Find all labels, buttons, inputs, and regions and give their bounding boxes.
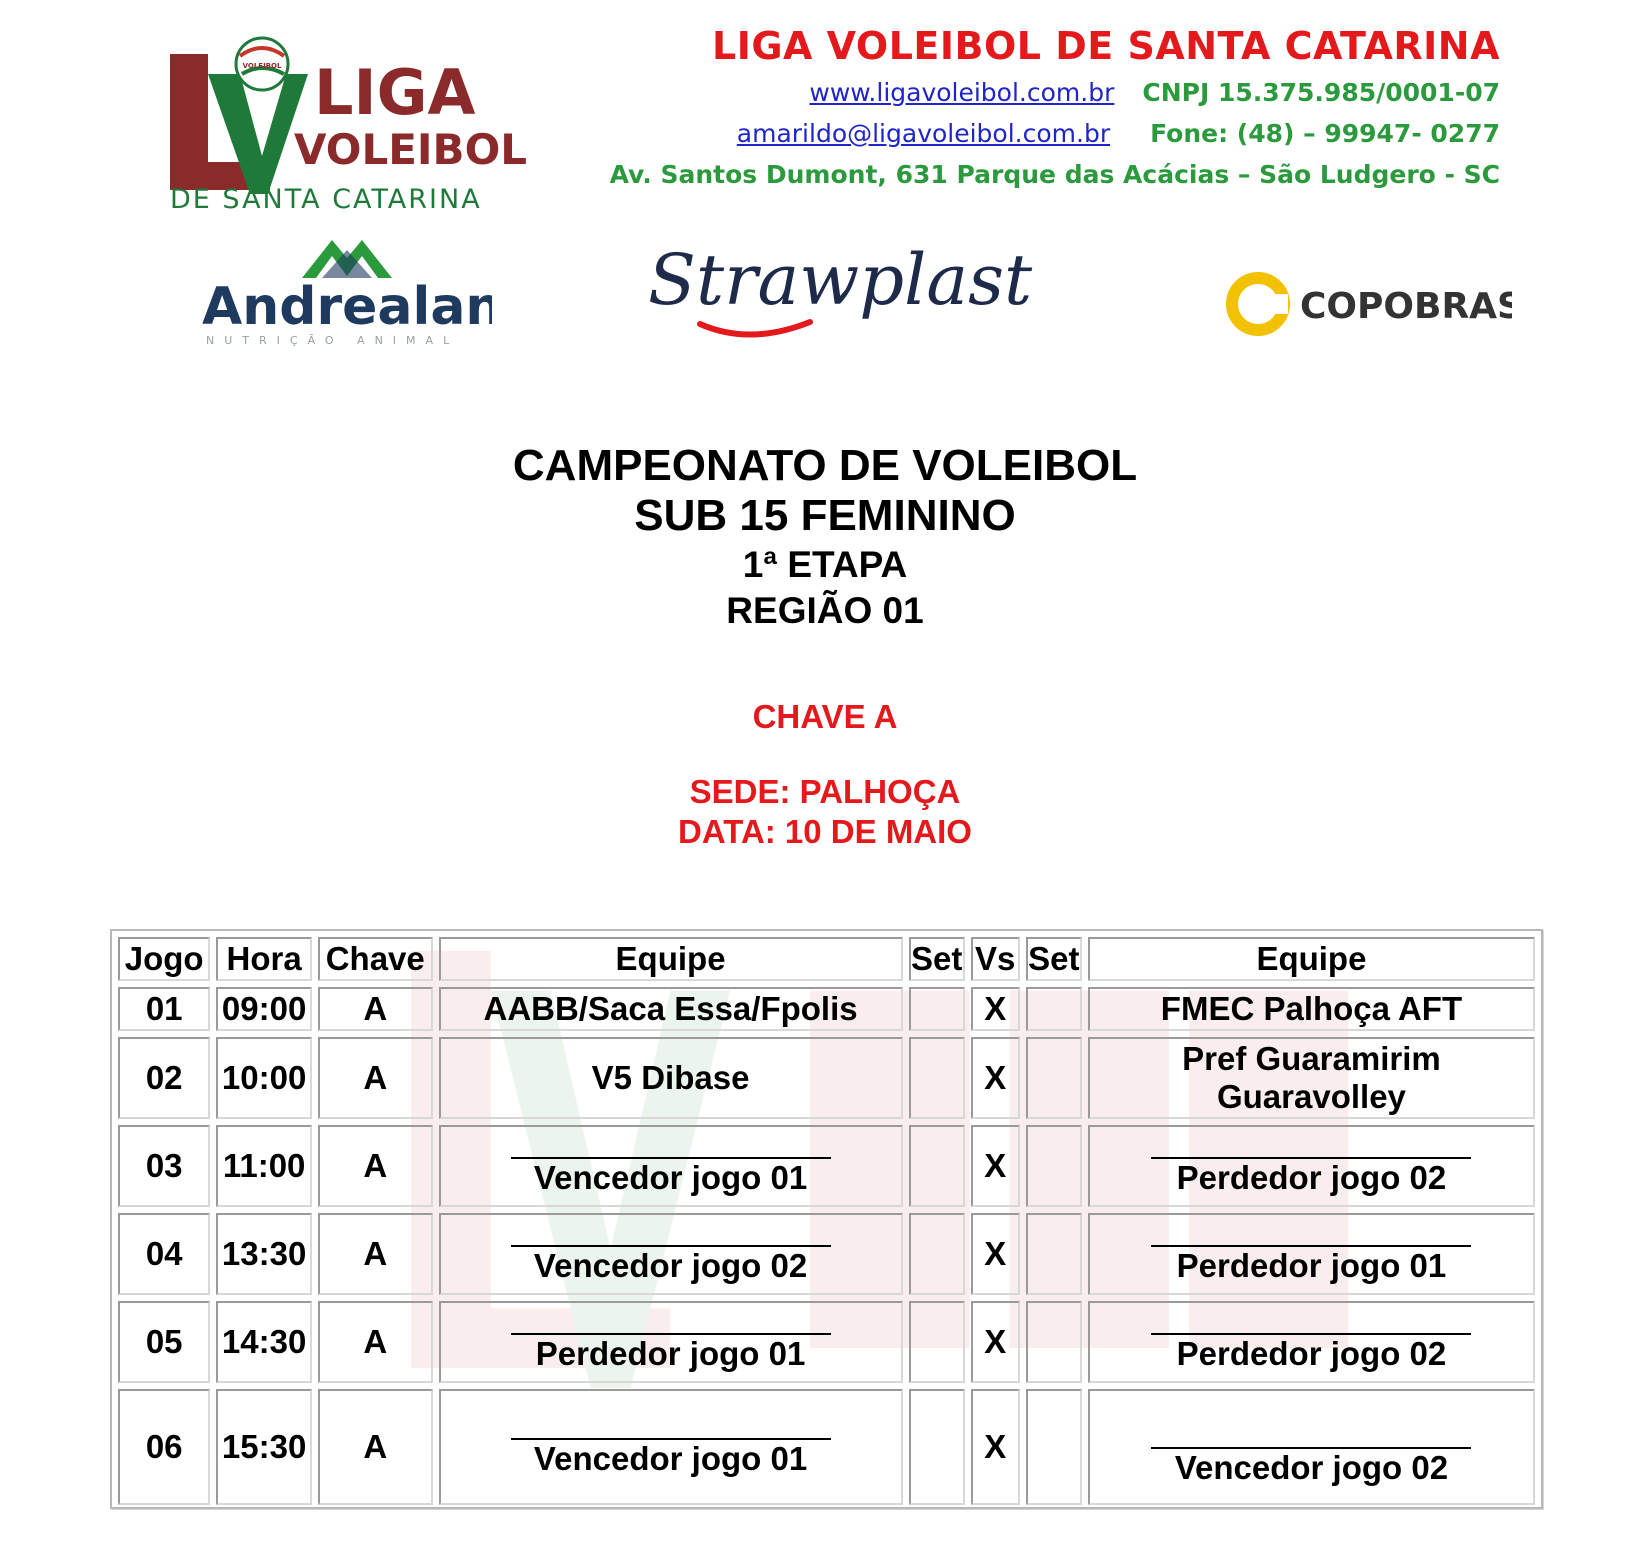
- title-category: SUB 15 FEMININO: [634, 491, 1016, 540]
- games-table-frame: [110, 929, 1543, 1509]
- logo-word-voleibol: VOLEIBOL: [294, 125, 528, 174]
- header-chave: Chave: [318, 937, 433, 981]
- cell-team-1: [439, 1389, 903, 1505]
- table-row: [118, 987, 1535, 1031]
- cell-team-1: [439, 1213, 903, 1295]
- team-1-label: Vencedor jogo 01: [533, 1159, 808, 1196]
- table-row: [118, 1389, 1535, 1505]
- games-table: [112, 931, 1541, 1511]
- team-2-line-1: Pref Guaramirim: [1182, 1040, 1441, 1077]
- team-2-label: Perdedor jogo 02: [1176, 1159, 1447, 1196]
- title-sede: SEDE: PALHOÇA: [689, 773, 961, 810]
- cell-set-1: [909, 1037, 965, 1119]
- table-row: [118, 1213, 1535, 1295]
- cell-set-2: [1026, 1037, 1082, 1119]
- cell-hora: 14:30: [216, 1301, 312, 1383]
- website-link[interactable]: www.ligavoleibol.com.br: [809, 78, 1115, 107]
- table-header-row: [118, 937, 1535, 981]
- cell-set-2: [1026, 1213, 1082, 1295]
- header-equipe-2: Equipe: [1088, 937, 1535, 981]
- team-2-label: Vencedor jogo 02: [1174, 1449, 1449, 1486]
- title-championship: CAMPEONATO DE VOLEIBOL: [512, 441, 1138, 490]
- cell-set-2: [1026, 987, 1082, 1031]
- cell-team-2: [1088, 1037, 1535, 1119]
- cnpj-text: CNPJ 15.375.985/0001-07: [1142, 78, 1500, 107]
- cell-set-1: [909, 987, 965, 1031]
- header-equipe-1: Equipe: [439, 937, 903, 981]
- cell-jogo: 03: [118, 1125, 210, 1207]
- svg-text:NUTRIÇÃO ANIMAL: NUTRIÇÃO ANIMAL: [206, 334, 460, 347]
- title-chave: CHAVE A: [752, 698, 898, 735]
- copobras-logo: [1222, 268, 1512, 340]
- cell-vs: X: [971, 1125, 1020, 1207]
- team-1-label: Perdedor jogo 01: [535, 1335, 806, 1372]
- liga-voleibol-logo: [150, 34, 540, 214]
- table-row: [118, 1037, 1535, 1119]
- svg-text:Strawplast: Strawplast: [648, 239, 1033, 321]
- cell-jogo: 05: [118, 1301, 210, 1383]
- cell-team-2: FMEC Palhoça AFT: [1088, 987, 1535, 1031]
- cell-set-1: [909, 1125, 965, 1207]
- svg-text:VOLEIBOL: VOLEIBOL: [242, 62, 282, 70]
- cell-team-1: [439, 1125, 903, 1207]
- cell-chave: A: [318, 987, 433, 1031]
- contact-line-2: [520, 113, 1500, 154]
- cell-set-2: [1026, 1125, 1082, 1207]
- liga-logo-graphic: [150, 34, 540, 214]
- blank-line: [511, 1135, 831, 1159]
- blank-line: [511, 1416, 831, 1440]
- cell-hora: 15:30: [216, 1389, 312, 1505]
- address-text: Av. Santos Dumont, 631 Parque das Acácias – São Ludgero - SC: [609, 160, 1500, 189]
- cell-hora: 11:00: [216, 1125, 312, 1207]
- cell-jogo: 04: [118, 1213, 210, 1295]
- blank-line: [1151, 1425, 1471, 1449]
- header-jogo: Jogo: [118, 937, 210, 981]
- team-2-label: Perdedor jogo 01: [1176, 1247, 1447, 1284]
- cell-set-1: [909, 1301, 965, 1383]
- title-data: DATA: 10 DE MAIO: [678, 813, 972, 850]
- team-2-line-2: Guaravolley: [1216, 1078, 1406, 1115]
- cell-team-1: V5 Dibase: [439, 1037, 903, 1119]
- cell-team-2: [1088, 1125, 1535, 1207]
- team-1-label: Vencedor jogo 02: [533, 1247, 808, 1284]
- cell-chave: A: [318, 1125, 433, 1207]
- cell-set-2: [1026, 1389, 1082, 1505]
- cell-team-1: AABB/Saca Essa/Fpolis: [439, 987, 903, 1031]
- team-1-label: Vencedor jogo 01: [533, 1440, 808, 1477]
- cell-set-1: [909, 1389, 965, 1505]
- cell-vs: X: [971, 987, 1020, 1031]
- cell-chave: A: [318, 1213, 433, 1295]
- title-stage: 1ª ETAPA: [742, 544, 908, 585]
- blank-line: [511, 1311, 831, 1335]
- cell-hora: 09:00: [216, 987, 312, 1031]
- email-link[interactable]: amarildo@ligavoleibol.com.br: [736, 119, 1111, 148]
- cell-jogo: 01: [118, 987, 210, 1031]
- svg-text:Andrealan: Andrealan: [202, 277, 492, 337]
- cell-jogo: 02: [118, 1037, 210, 1119]
- blank-line: [1151, 1135, 1471, 1159]
- logo-word-santa-catarina: DE SANTA CATARINA: [170, 184, 482, 214]
- andrealan-logo: [202, 232, 492, 352]
- cell-set-2: [1026, 1301, 1082, 1383]
- table-row: [118, 1301, 1535, 1383]
- header-hora: Hora: [216, 937, 312, 981]
- phone-text: Fone: (48) – 99947- 0277: [1150, 119, 1500, 148]
- org-name: LIGA VOLEIBOL DE SANTA CATARINA: [711, 24, 1500, 68]
- cell-team-2: [1088, 1301, 1535, 1383]
- strawplast-logo: [640, 238, 1060, 348]
- team-2-label: Perdedor jogo 02: [1176, 1335, 1447, 1372]
- cell-set-1: [909, 1213, 965, 1295]
- cell-vs: X: [971, 1213, 1020, 1295]
- contact-line-1: [520, 72, 1500, 113]
- cell-chave: A: [318, 1301, 433, 1383]
- header-vs: Vs: [971, 937, 1020, 981]
- cell-jogo: 06: [118, 1389, 210, 1505]
- blank-line: [1151, 1311, 1471, 1335]
- cell-team-2: [1088, 1389, 1535, 1505]
- header-set-1: Set: [909, 937, 965, 981]
- cell-vs: X: [971, 1037, 1020, 1119]
- header-contact: [520, 20, 1500, 195]
- cell-vs: X: [971, 1301, 1020, 1383]
- cell-team-1: [439, 1301, 903, 1383]
- table-row: [118, 1125, 1535, 1207]
- logo-word-liga: LIGA: [314, 56, 476, 129]
- cell-team-2: [1088, 1213, 1535, 1295]
- cell-hora: 10:00: [216, 1037, 312, 1119]
- title-region: REGIÃO 01: [726, 590, 924, 631]
- cell-vs: X: [971, 1389, 1020, 1505]
- cell-chave: A: [318, 1389, 433, 1505]
- cell-hora: 13:30: [216, 1213, 312, 1295]
- header-set-2: Set: [1026, 937, 1082, 981]
- blank-line: [511, 1223, 831, 1247]
- svg-text:COPOBRAS: COPOBRAS: [1300, 286, 1512, 327]
- cell-chave: A: [318, 1037, 433, 1119]
- blank-line: [1151, 1223, 1471, 1247]
